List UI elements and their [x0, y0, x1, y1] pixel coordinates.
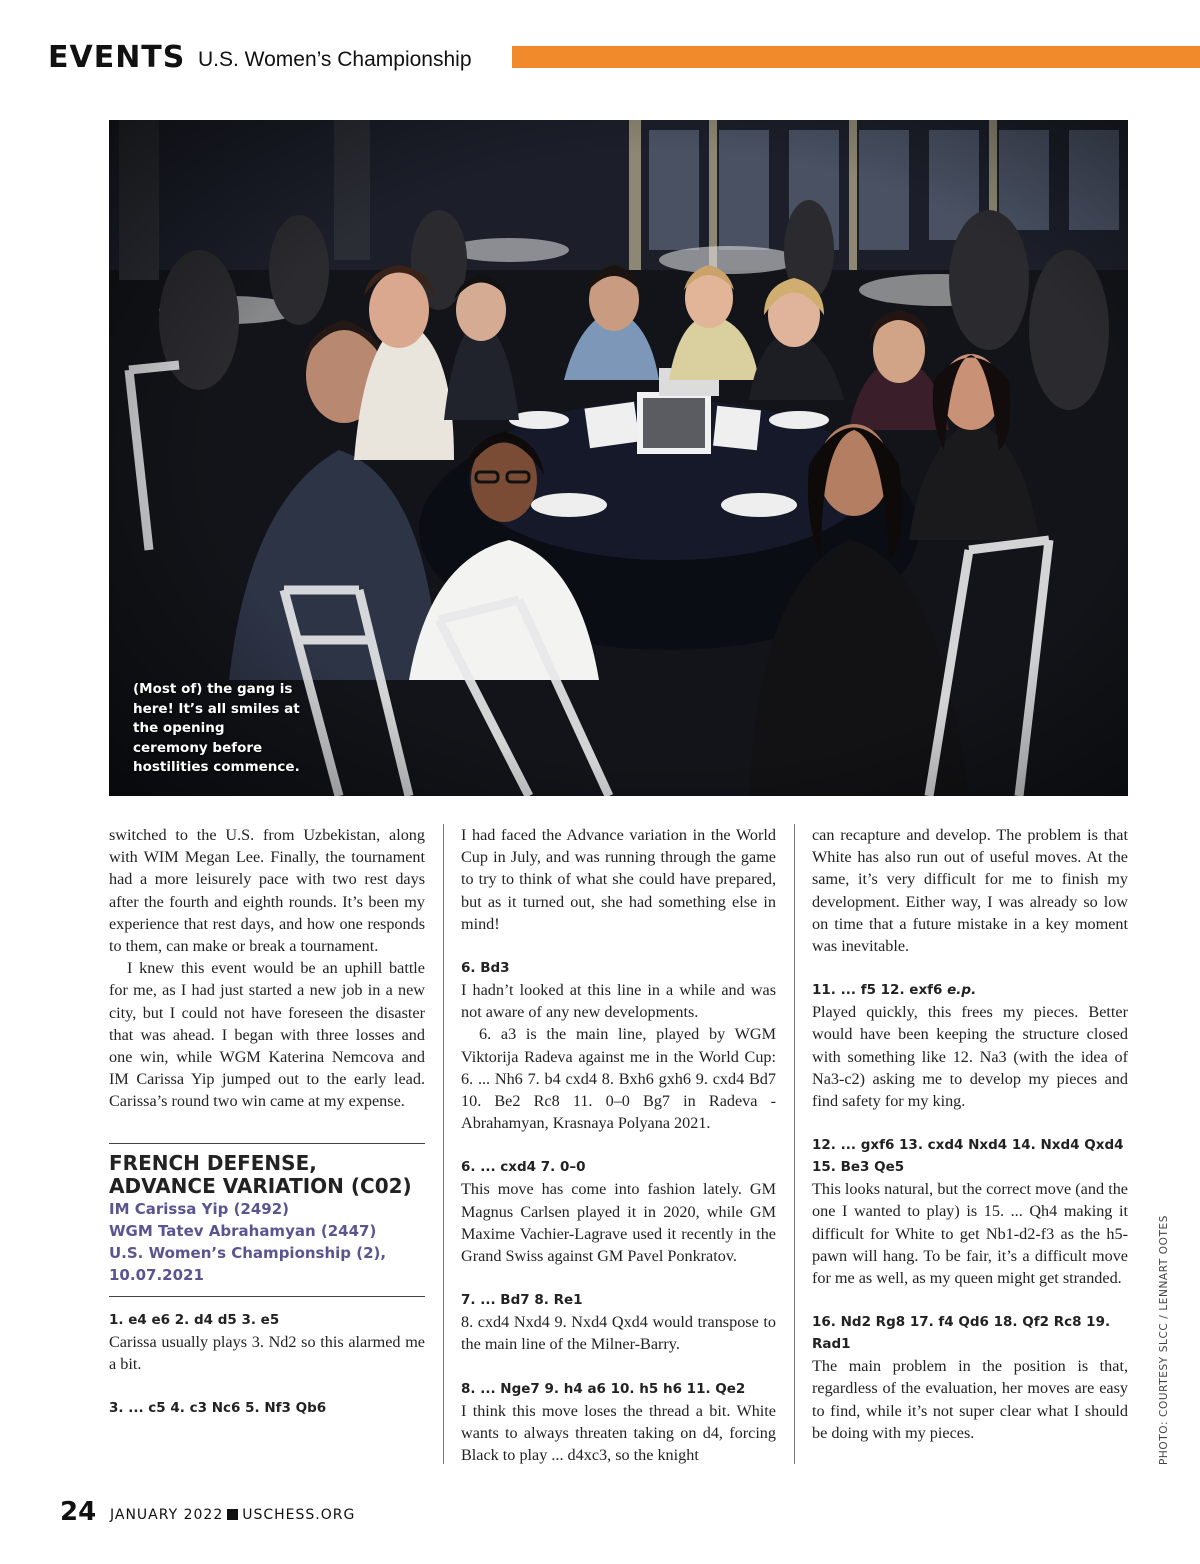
paragraph: can recapture and develop. The problem is that White has also run out of useful moves. At the same, it’s very difficult for me to finish my development. Either way, I was already so low on time that a future mistake in a key moment was inevitable.: [812, 826, 1128, 956]
header-accent-bar: [512, 46, 1200, 68]
column-2: [461, 824, 776, 1466]
square-separator-icon: [227, 1509, 238, 1520]
annotation: 8. cxd4 Nxd4 9. Nxd4 Qxd4 would transpose to the main line of the Milner-Barry.: [461, 1313, 776, 1354]
move-line: [812, 979, 1128, 1001]
move-annotation: e.p.: [947, 982, 977, 999]
column-divider: [443, 824, 444, 1464]
page-header: [48, 40, 1200, 80]
annotation: I hadn’t looked at this line in a while and was not aware of any new developments.: [461, 981, 776, 1022]
game-white-player: IM Carissa Yip (2492): [109, 1199, 290, 1218]
move-text: 16. Nd2 Rg8 17. f4 Qd6 18. Qf2 Rc8 19.: [812, 1314, 1111, 1331]
section-subtitle: U.S. Women’s Championship: [198, 48, 472, 71]
photo-credit: PHOTO: COURTESY SLCC / LENNART OOTES: [1158, 1214, 1170, 1465]
page-number: 24: [60, 1497, 97, 1527]
paragraph: I had faced the Advance variation in the World Cup in July, and was running through the game to try to think of what she could have prepared, but as it turned out, she had something else in mind!: [461, 826, 776, 933]
column-3: [812, 824, 1128, 1444]
annotation: The main problem in the position is that, regardless of the evaluation, her moves are easy to find, while it’s not super clear what I should be doing with my pieces.: [812, 1357, 1128, 1442]
annotation: Carissa usually plays 3. Nd2 so this alarmed me a bit.: [109, 1332, 425, 1373]
site-url: USCHESS.ORG: [242, 1507, 356, 1523]
game-date: 10.07.2021: [109, 1265, 204, 1284]
game-event: U.S. Women’s Championship (2),: [109, 1243, 387, 1262]
move-line: 8. ... Nge7 9. h4 a6 10. h5 h6 11. Qe2: [461, 1380, 746, 1397]
column-1: [109, 824, 425, 1419]
move-text: 11. ... f5 12. exf6: [812, 982, 943, 999]
move-line: 6. ... cxd4 7. 0–0: [461, 1159, 586, 1176]
game-title: FRENCH DEFENSE, ADVANCE VARIATION (C02): [109, 1150, 412, 1198]
move-line: 7. ... Bd7 8. Re1: [461, 1292, 583, 1309]
move-line: 1. e4 e6 2. d4 d5 3. e5: [109, 1311, 280, 1328]
annotation: This move has come into fashion lately. GM Magnus Carlsen played it in 2020, while GM Maxime Vachier-Lagrave used it recently in the Grand Swiss against GM Pavel Ponkratov.: [461, 1180, 776, 1266]
game-header: [109, 1143, 425, 1297]
move-line: 6. Bd3: [461, 960, 510, 977]
move-text: Rad1: [812, 1336, 851, 1353]
move-line: [812, 1134, 1128, 1178]
section-label: EVENTS: [48, 40, 186, 75]
column-divider: [794, 824, 795, 1464]
footer-issue: [110, 1507, 355, 1523]
annotation: Played quickly, this frees my pieces. Better would have been keeping the structure closed with something like 12. Na3 (with the idea of Na3-c2) asking me to develop my pieces and find safety for my king.: [812, 1003, 1128, 1111]
move-text: 15. Be3 Qe5: [812, 1159, 905, 1176]
game-black-player: WGM Tatev Abrahamyan (2447): [109, 1221, 377, 1240]
move-text: 12. ... gxf6 13. cxd4 Nxd4 14. Nxd4 Qxd4: [812, 1137, 1124, 1154]
move-line: 3. ... c5 4. c3 Nc6 5. Nf3 Qb6: [109, 1400, 327, 1417]
move-line: [812, 1311, 1128, 1355]
annotation: 6. a3 is the main line, played by WGM Viktorija Radeva against me in the World Cup: 6. ... Nh6 7. b4 cxd4 8. Bxh6 gxh6 9. cxd4 Bd7 10. Be2 Rc8 11. 0–0 Bg7 in Radeva - Abrahamyan, Krasnaya Polyana 2021.: [461, 1025, 776, 1133]
paragraph: I knew this event would be an uphill battle for me, as I had just started a new job in a new city, but I could not have foreseen the disaster that was ahead. I began with three losses and one win, while WGM Katerina Nemcova and IM Carissa Yip jumped out to the early lead. Carissa’s round two win came at my expense.: [109, 959, 425, 1111]
annotation: I think this move loses the thread a bit. White wants to always threaten taking on d4, forcing Black to play ... d4xc3, so the knight: [461, 1401, 776, 1465]
photo-caption: (Most of) the gang is here! It’s all smiles at the opening ceremony before hostilities commence.: [133, 681, 300, 775]
annotation: This looks natural, but the correct move (and the one I wanted to play) is 15. ... Qh4 making it difficult for White to get Nb1-d2-f3 as the h5-pawn will hang. To be fair, it’s a difficult move for me as well, as my queen might get stranded.: [812, 1180, 1128, 1288]
issue-date: JANUARY 2022: [110, 1507, 224, 1523]
paragraph: switched to the U.S. from Uzbekistan, along with WIM Megan Lee. Finally, the tournament had a more leisurely pace with two rest days after the fourth and eighth rounds. It’s been my experience that rest days, and how one responds to them, can make or break a tournament.: [109, 826, 425, 956]
